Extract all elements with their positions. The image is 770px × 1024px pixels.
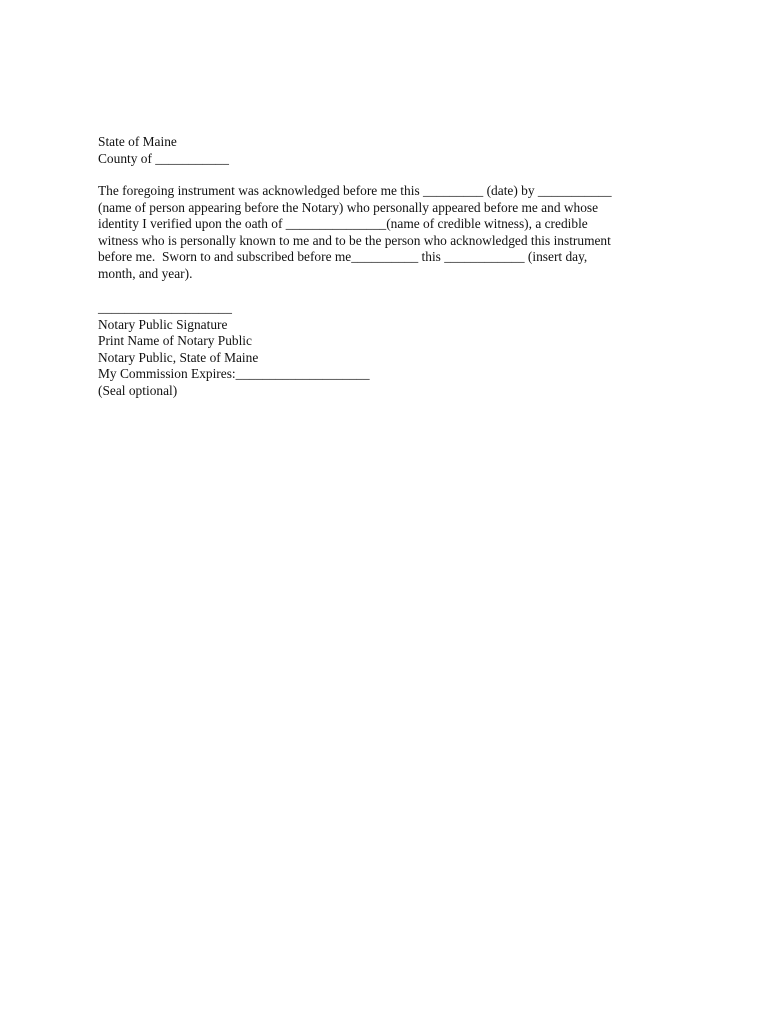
notary-signature-label: Notary Public Signature [98,316,228,332]
notary-state-label: Notary Public, State of Maine [98,349,259,365]
paragraph-line: (name of person appearing before the Notary) who personally appeared before me and whose [98,199,599,215]
acknowledgment-paragraph [98,183,668,283]
paragraph-line: month, and year). [98,265,193,281]
paragraph-line: identity I verified upon the oath of _______________(name of credible witness), a credible [98,216,588,232]
paragraph-line: The foregoing instrument was acknowledged before me this _________ (date) by ___________ [98,183,612,198]
paragraph-line: witness who is personally known to me and to be the person who acknowledged this instrument [98,232,611,248]
signature-block [98,300,668,400]
seal-optional-label: (Seal optional) [98,382,178,398]
state-line: State of Maine [98,134,177,149]
signature-rule: ____________________ [98,300,232,315]
county-line: County of ___________ [98,150,229,166]
commission-expires-label: My Commission Expires:____________________ [98,366,370,382]
print-name-label: Print Name of Notary Public [98,333,252,349]
venue-heading [98,134,668,167]
paragraph-line: before me. Sworn to and subscribed before me__________ this ____________ (insert day, [98,249,588,265]
